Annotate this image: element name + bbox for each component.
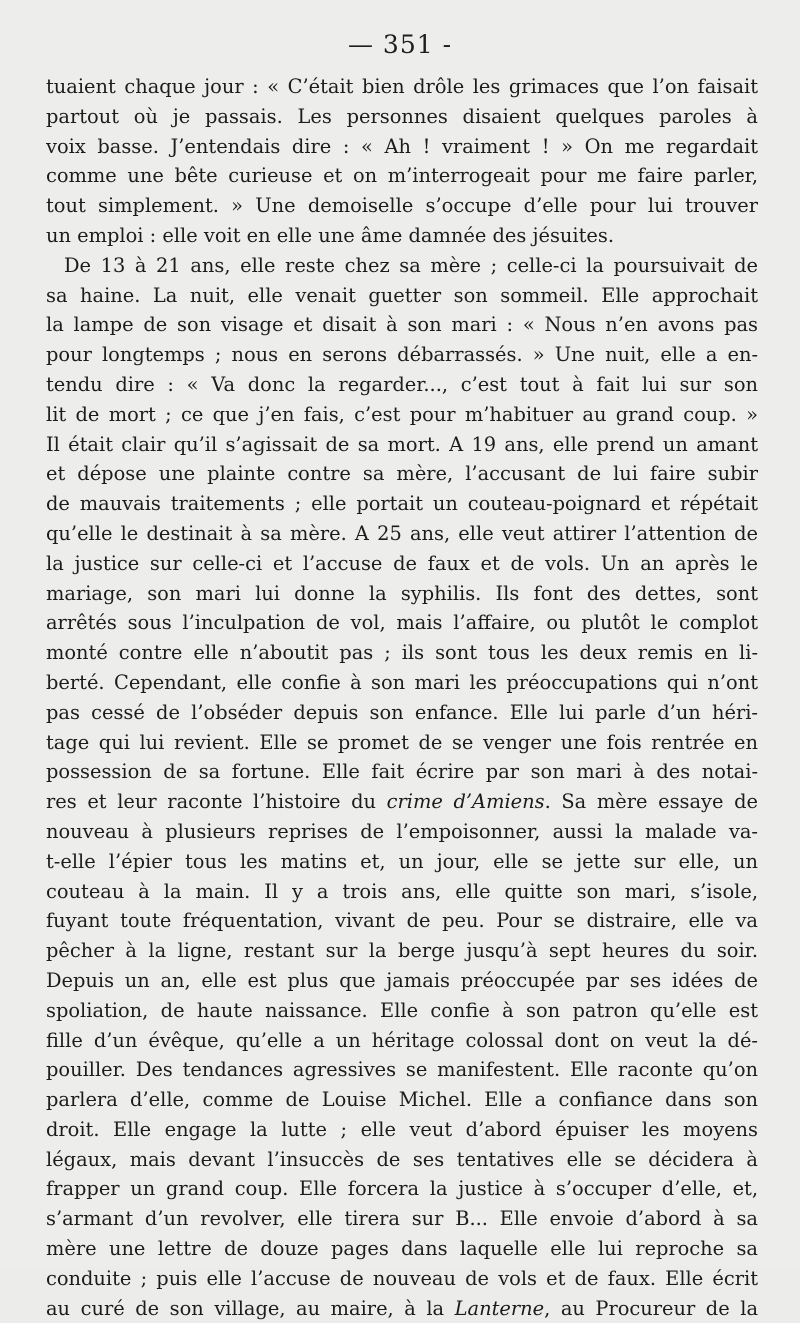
text-line: comme une bête curieuse et on m’interrogeait pour me faire parler, xyxy=(46,164,758,188)
text-segment: . Sa mère essaye de xyxy=(544,790,758,814)
text-line: et dépose une plainte contre sa mère, l’accusant de lui faire subir xyxy=(46,462,758,486)
text-line: qu’elle le destinait à sa mère. A 25 ans, elle veut attirer l’attention de xyxy=(46,521,758,545)
text-line: légaux, mais devant l’insuccès de ses tentatives elle se décidera à xyxy=(46,1147,758,1171)
text-line: s’armant d’un revolver, elle tirera sur B... Elle envoie d’abord à sa xyxy=(46,1207,758,1231)
text-line: fille d’un évêque, qu’elle a un héritage colossal dont on veut la dé- xyxy=(46,1028,758,1052)
text-line: monté contre elle n’aboutit pas ; ils sont tous les deux remis en li- xyxy=(46,641,758,665)
text-line: voix basse. J’entendais dire : « Ah ! vraiment ! » On me regardait xyxy=(46,134,758,158)
text-line: partout où je passais. Les personnes disaient quelques paroles à xyxy=(46,104,758,128)
page-number: — 351 - xyxy=(347,30,453,59)
text-line: t-elle l’épier tous les matins et, un jour, elle se jette sur elle, un xyxy=(46,849,758,873)
text-line xyxy=(46,787,758,817)
text-segment: au curé de son village, au maire, à la xyxy=(46,1296,455,1320)
text-line: spoliation, de haute naissance. Elle confie à son patron qu’elle est xyxy=(46,998,758,1022)
text-line: de mauvais traitements ; elle portait un couteau-poignard et répétait xyxy=(46,492,758,516)
text-line: frapper un grand coup. Elle forcera la justice à s’occuper d’elle, et, xyxy=(46,1177,758,1201)
text-line: sa haine. La nuit, elle venait guetter son sommeil. Elle approchait xyxy=(46,283,758,307)
text-line: arrêtés sous l’inculpation de vol, mais l’affaire, ou plutôt le complot xyxy=(46,611,758,635)
text-line: Il était clair qu’il s’agissait de sa mort. A 19 ans, elle prend un amant xyxy=(46,432,758,456)
italic-title: Lanterne xyxy=(454,1296,545,1320)
text-line: parlera d’elle, comme de Louise Michel. Elle a confiance dans son xyxy=(46,1088,758,1112)
text-line: lit de mort ; ce que j’en fais, c’est pour m’habituer au grand coup. » xyxy=(46,402,758,426)
text-segment: res et leur raconte l’histoire du xyxy=(46,790,387,814)
text-line: pouiller. Des tendances agressives se manifestent. Elle raconte qu’on xyxy=(46,1058,758,1082)
text-line: De 13 à 21 ans, elle reste chez sa mère ; celle-ci la poursuivait de xyxy=(64,253,758,277)
text-line: pas cessé de l’obséder depuis son enfance. Elle lui parle d’un héri- xyxy=(46,700,758,724)
text-line: fuyant toute fréquentation, vivant de peu. Pour se distraire, elle va xyxy=(46,909,758,933)
text-line: pêcher à la ligne, restant sur la berge jusqu’à sept heures du soir. xyxy=(46,939,758,963)
text-line: droit. Elle engage la lutte ; elle veut d’abord épuiser les moyens xyxy=(46,1117,758,1141)
text-segment: , au Procureur de la xyxy=(544,1296,759,1320)
text-line: pour longtemps ; nous en serons débarrassés. » Une nuit, elle a en- xyxy=(46,343,758,367)
text-line: conduite ; puis elle l’accuse de nouveau de vols et de faux. Elle écrit xyxy=(46,1266,758,1290)
text-line: tuaient chaque jour : « C’était bien drôle les grimaces que l’on faisait xyxy=(46,75,758,98)
text-line: couteau à la main. Il y a trois ans, elle quitte son mari, s’isole, xyxy=(46,879,758,903)
text-line: un emploi : elle voit en elle une âme damnée des jésuites. xyxy=(46,223,614,247)
text-line: berté. Cependant, elle confie à son mari les préoccupations qui n’ont xyxy=(46,670,758,694)
text-line: nouveau à plusieurs reprises de l’empoisonner, aussi la malade va- xyxy=(46,819,758,843)
text-line: la lampe de son visage et disait à son mari : « Nous n’en avons pas xyxy=(46,313,758,337)
text-line: mère une lettre de douze pages dans laquelle elle lui reproche sa xyxy=(46,1237,758,1261)
italic-title: crime d’Amiens xyxy=(386,790,545,814)
text-line: tout simplement. » Une demoiselle s’occupe d’elle pour lui trouver xyxy=(46,194,758,218)
text-line: possession de sa fortune. Elle fait écrire par son mari à des notai- xyxy=(46,760,758,784)
text-line: Depuis un an, elle est plus que jamais préoccupée par ses idées de xyxy=(46,968,758,992)
text-line xyxy=(46,1294,758,1323)
text-line: tendu dire : « Va donc la regarder..., c’est tout à fait lui sur son xyxy=(46,372,758,396)
body-text xyxy=(46,72,758,1323)
text-line: mariage, son mari lui donne la syphilis. Ils font des dettes, sont xyxy=(46,581,758,605)
text-line: tage qui lui revient. Elle se promet de se venger une fois rentrée en xyxy=(46,730,758,754)
text-line: la justice sur celle-ci et l’accuse de faux et de vols. Un an après le xyxy=(46,551,758,575)
